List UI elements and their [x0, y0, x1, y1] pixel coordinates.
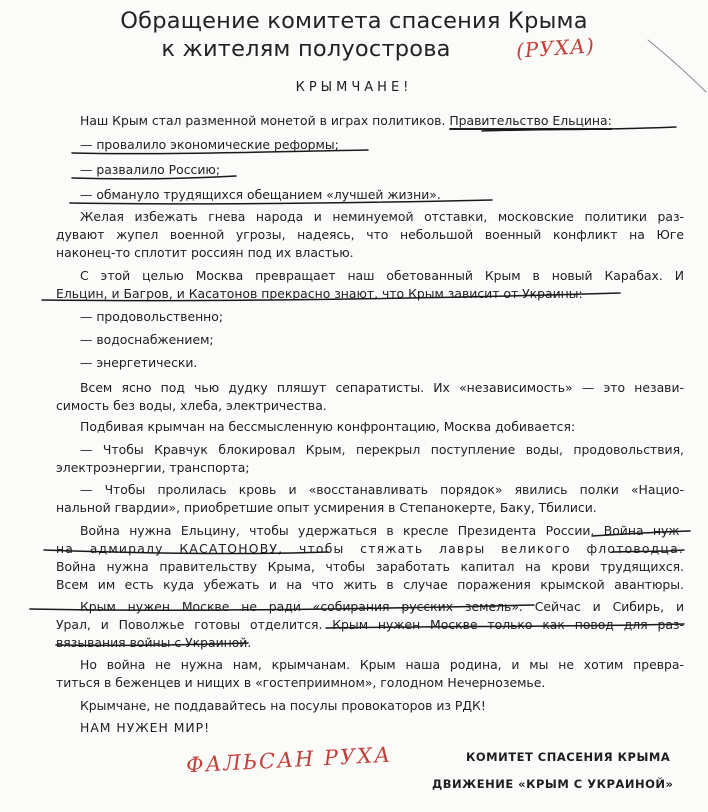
- list-item: — энергетически.: [80, 355, 198, 370]
- paragraph-line: симость без воды, хлеба, электричества.: [56, 398, 327, 413]
- paragraph-line: Всем ясно под чью дудку пляшут сепаратисты. Их «независимость» — это незави-: [80, 380, 684, 395]
- paragraph-line: на адмиралу КАСАТОНОВУ, чтобы стяжать лавры великого флотоводца.: [56, 541, 684, 556]
- paragraph-line: Но война не нужна нам, крымчанам. Крым наша родина, и мы не хотим превра-: [80, 657, 684, 672]
- paragraph-line: Подбивая крымчан на бессмысленную конфронтацию, Москва добивается:: [80, 419, 576, 434]
- list-item: — продовольственно;: [80, 309, 224, 324]
- paragraph-line: Крым нужен Москве не ради «собирания русских земель». Сейчас и Сибирь, и: [80, 599, 684, 614]
- handwritten-annotation-top: (РУХА): [515, 33, 596, 63]
- underlined-government: Правительство Ельцина:: [449, 113, 612, 128]
- list-item: — развалило Россию;: [80, 162, 221, 177]
- paragraph-line: Ельцин, и Багров, и Касатонов прекрасно знают, что Крым зависит от Украины:: [56, 286, 583, 301]
- paragraph-line: вязывания войны с Украиной.: [56, 635, 252, 650]
- paragraph-line: — Чтобы пролилась кровь и «восстанавливать порядок» явились полки «Нацио-: [80, 482, 684, 497]
- list-item: — провалило экономические реформы;: [80, 137, 339, 152]
- list-item: — водоснабжением;: [80, 332, 214, 347]
- paragraph-line: С этой целью Москва превращает наш обетованный Крым в новый Карабах. И: [80, 268, 684, 283]
- paragraph-line: — Чтобы Кравчук блокировал Крым, перекрыл поступление воды, продовольствия,: [80, 442, 684, 457]
- paragraph-line: Крымчане, не поддавайтесь на посулы провокаторов из РДК!: [80, 698, 486, 713]
- paragraph-line: Урал, и Поволжье готовы отделится. Крым нужен Москве только как повод для раз-: [56, 617, 684, 632]
- paragraph-line: Желая избежать гнева народа и неминуемой отставки, московские политики раз-: [80, 209, 684, 224]
- paragraph-line: Всем им есть куда убежать и на что жить в случае поражения крымской авантюры.: [56, 577, 684, 592]
- paragraph-line: Война нужна Ельцину, чтобы удержаться в кресле Президента России. Война нуж-: [80, 523, 684, 538]
- paragraph-line: электроэнергии, транспорта;: [56, 460, 250, 475]
- signature-committee: КОМИТЕТ СПАСЕНИЯ КРЫМА: [466, 750, 671, 764]
- paragraph-line: дувают жупел военной угрозы, надеясь, что небольшой военный конфликт на Юге: [56, 227, 684, 242]
- paragraph-line: нальной гвардии», приобретшие опыт усмирения в Степанокерте, Баку, Тбилиси.: [56, 500, 597, 515]
- paragraph-line: титься в беженцев и нищих в «гостеприимном», голодном Нечерноземье.: [56, 675, 546, 690]
- intro-text: Наш Крым стал разменной монетой в играх политиков.: [80, 113, 450, 128]
- salutation: КРЫМЧАНЕ!: [295, 80, 413, 95]
- document-title-line-1: Обращение комитета спасения Крыма: [120, 8, 588, 34]
- paragraph-line: Война нужна правительству Крыма, чтобы заработать капитал на крови трудящихся.: [56, 559, 684, 574]
- paragraph-intro: [80, 112, 612, 130]
- closing-slogan: НАМ НУЖЕН МИР!: [80, 720, 211, 735]
- signature-movement: ДВИЖЕНИЕ «КРЫМ С УКРАИНОЙ»: [432, 777, 674, 791]
- document-title-line-2: к жителям полуострова: [161, 36, 451, 62]
- list-item: — обмануло трудящихся обещанием «лучшей жизни».: [80, 187, 441, 202]
- paragraph-line: наконец-то сплотит россиян под их властью.: [56, 245, 354, 260]
- handwritten-annotation-bottom: ФАЛЬСАН РУХА: [185, 742, 393, 778]
